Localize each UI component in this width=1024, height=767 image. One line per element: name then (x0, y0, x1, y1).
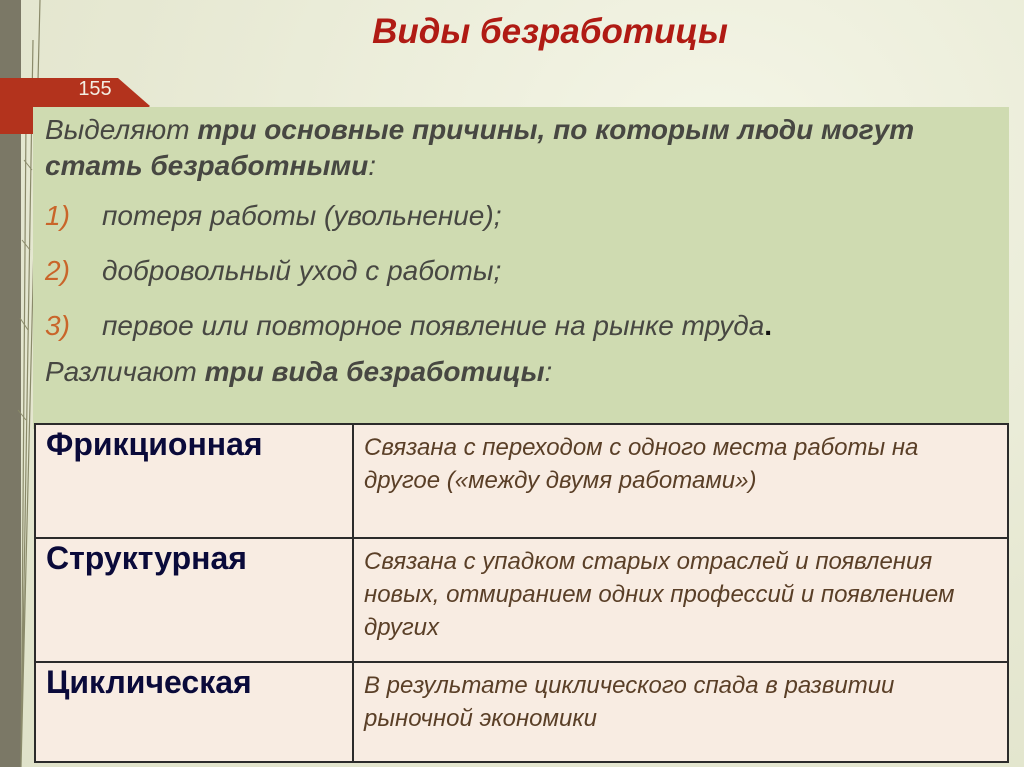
list-item-number: 1) (45, 200, 70, 231)
type-name-cell: Циклическая (35, 662, 353, 762)
list-item-text: первое или повторное появление на рынке труда (102, 310, 765, 341)
intro-paragraph (45, 112, 1005, 184)
list-item (45, 253, 1005, 289)
reasons-list (45, 198, 1005, 344)
list-item (45, 198, 1005, 234)
kinds-suffix: : (544, 356, 553, 387)
list-item-number: 2) (45, 255, 70, 286)
type-description-cell: В результате циклического спада в развитии рыночной экономики (353, 662, 1008, 762)
intro-suffix: : (368, 150, 376, 181)
kinds-bold: три вида безработицы (204, 356, 545, 387)
kinds-prefix: Различают (45, 356, 205, 387)
table-row (35, 662, 1008, 762)
type-description-cell: Связана с переходом с одного места работы на другое («между двумя работами») (353, 424, 1008, 538)
slide-content (45, 112, 1005, 390)
table-row (35, 424, 1008, 538)
type-description-cell: Связана с упадком старых отраслей и появления новых, отмиранием одних профессий и появлением других (353, 538, 1008, 662)
table-row (35, 538, 1008, 662)
list-item-period: . (764, 310, 773, 341)
intro-prefix: Выделяют (45, 114, 198, 145)
intro-bold: три основные причины, по которым люди могут стать безработными (45, 114, 915, 181)
list-item-text: потеря работы (увольнение); (102, 200, 502, 231)
list-item-number: 3) (45, 310, 70, 341)
type-name-cell: Фрикционная (35, 424, 353, 538)
unemployment-types-table (34, 423, 1009, 763)
kinds-paragraph (45, 354, 1005, 390)
list-item (45, 308, 1005, 344)
page-number: 155 (78, 78, 112, 100)
type-name-cell: Структурная (35, 538, 353, 662)
list-item-text: добровольный уход с работы; (102, 255, 502, 286)
slide-title: Виды безработицы (372, 12, 728, 51)
